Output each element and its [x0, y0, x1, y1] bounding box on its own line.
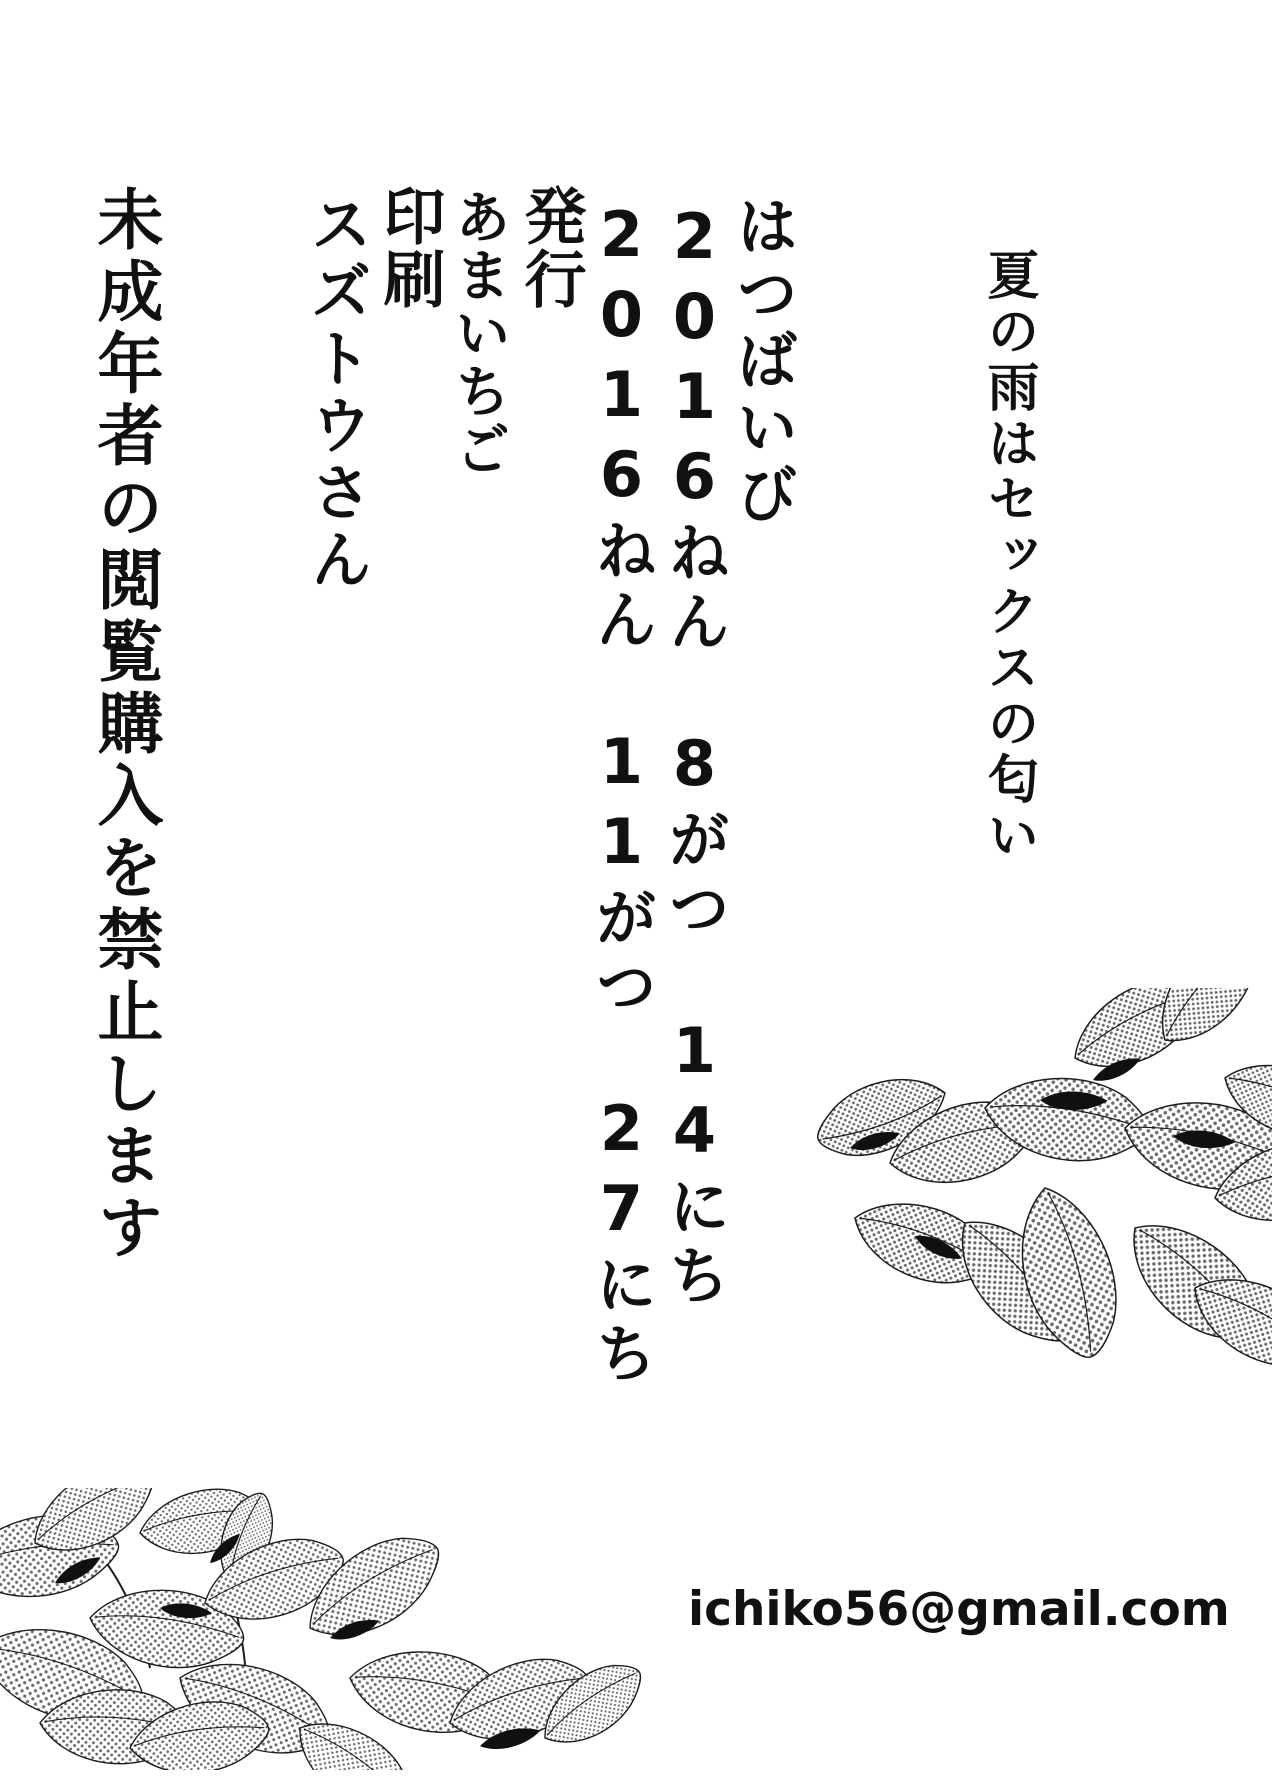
leaf-cluster-bottom-left-illustration: [0, 1488, 662, 1770]
printer-label: 印刷: [373, 184, 446, 310]
contact-email: ichiko56@gmail.com: [688, 1582, 1230, 1637]
release-date-second: 2016ねん 11がつ 27にち: [585, 198, 658, 1390]
publisher-name: あまいちご: [446, 188, 511, 478]
age-restriction-warning: 未成年者の閲覧購入を禁止します: [86, 185, 163, 1265]
release-date-label: はつばいび: [726, 194, 799, 529]
printer-name: スズトウさん: [300, 192, 373, 594]
book-title: 夏の雨はセックスの匂い: [978, 248, 1038, 864]
publisher-label: 発行: [514, 184, 587, 310]
release-date-first: 2016ねん 8がつ 14にち: [658, 200, 731, 1312]
leaf-cluster-right-illustration: [795, 988, 1272, 1402]
